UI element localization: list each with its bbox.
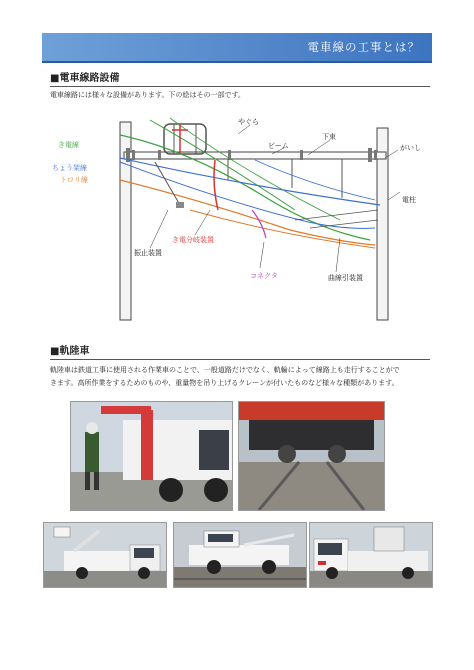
label-denchu: 電柱 (402, 196, 416, 204)
label-furedome: 振止装置 (134, 249, 162, 257)
photo-rail-wheels-on-track (238, 401, 385, 511)
section-intro-equipment: 電車線路には様々な設備があります。下の絵はその一部です。 (50, 91, 245, 99)
label-shitataba: 下束 (322, 133, 336, 141)
label-kidensen: き電線 (58, 141, 79, 149)
label-gaishi: がいし (400, 144, 421, 152)
photo-crane-truck (173, 522, 307, 588)
label-connector: コネクタ (250, 272, 278, 280)
section-intro-line1: 軌陸車は鉄道工事に使用される作業車のことで、一般道路だけでなく、軌輪によって線路上も走行することがで (50, 366, 400, 374)
photo-bucket-truck (309, 522, 433, 588)
label-chokasen: ちょう架線 (52, 164, 87, 172)
photo-aerial-work-truck (43, 522, 167, 588)
section-heading-equipment: ■電車線路設備 (50, 69, 430, 87)
overhead-line-diagram (40, 110, 440, 325)
messenger-wire (120, 158, 380, 205)
label-kidenbunki: き電分岐装置 (172, 236, 214, 244)
connector (252, 210, 266, 238)
photo-rail-vehicle-worker (70, 401, 233, 511)
header-banner (42, 33, 432, 63)
section-intro-line2: きます。高所作業をするためのものや、重量物を吊り上げるクレーンが付いたものなど様々な種類があります。 (50, 379, 399, 387)
label-torori: トロリ線 (60, 176, 88, 184)
section-heading-rail-vehicle: ■軌陸車 (50, 342, 430, 360)
label-beam: ビーム (268, 142, 289, 150)
page-title: 電車線の工事とは？ (307, 40, 420, 54)
beam (124, 152, 386, 159)
label-yagura: やぐら (238, 118, 259, 126)
label-kyokusen: 曲線引装置 (328, 274, 363, 282)
